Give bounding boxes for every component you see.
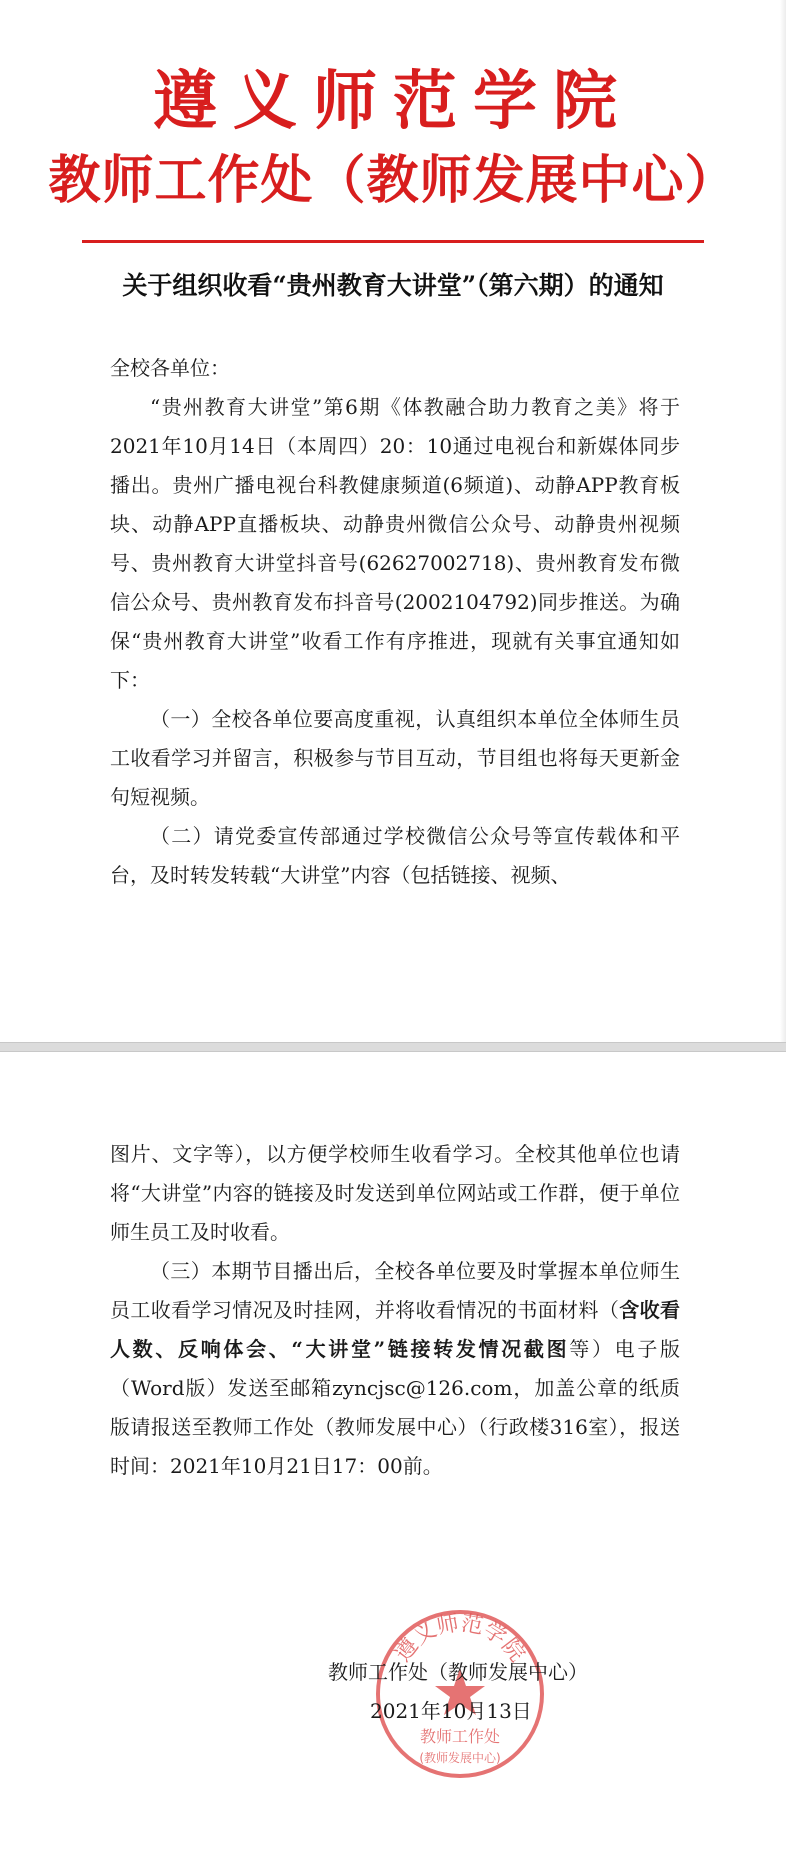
item-3-text-end: 等）电子版（Word版）发送至邮箱zyncjsc@126.com，加盖公章的纸质版请报送至教师工作处（教师发展中心）（行政楼316室），报送时间：2021年10月21日17：00前。 [110,1337,680,1478]
notice-body-page1 [110,349,680,895]
item-3 [110,1252,680,1486]
signature-department: 教师工作处（教师发展中心） [328,1660,588,1684]
notice-title: 关于组织收看“贵州教育大讲堂”（第六期）的通知 [122,271,664,300]
item-2-start: （二）请党委宣传部通过学校微信公众号等宣传载体和平台，及时转发转载“大讲堂”内容（包括链接、视频、 [110,824,680,887]
item-3-bold-text: 含收看人数、反响体会、“大讲堂”链接转发情况截图 [110,1298,681,1361]
greeting: 全校各单位： [110,356,230,380]
item-2-continued: 图片、文字等），以方便学校师生收看学习。全校其他单位也请将“大讲堂”内容的链接及时发送到单位网站或工作群，便于单位师生员工及时收看。 [110,1142,680,1244]
item-1: （一）全校各单位要高度重视，认真组织本单位全体师生员工收看学习并留言，积极参与节目互动，节目组也将每天更新金句短视频。 [110,707,680,809]
page-separator [0,1042,786,1052]
letterhead-institution: 遵义师范学院 [153,65,633,139]
seal-top-text: 遵义师范学院 [390,1610,530,1667]
letterhead-department: 教师工作处（教师发展中心） [48,151,738,211]
notice-body-page2 [110,1135,680,1486]
official-seal [372,1606,548,1782]
signature-date: 2021年10月13日 [370,1699,532,1723]
intro-paragraph: “贵州教育大讲堂”第6期《体教融合助力教育之美》将于2021年10月14日（本周四）20：10通过电视台和新媒体同步播出。贵州广播电视台科教健康频道(6频道)、动静APP教育板块、动静APP直播板块、动静贵州微信公众号、动静贵州视频号、贵州教育大讲堂抖音号(62627002718)、贵州教育发布微信公众号、贵州教育发布抖音号(2002104792)同步推送。为确保“贵州教育大讲堂”收看工作有序推进，现就有关事宜通知如下： [110,395,680,692]
item-3-text: （三）本期节目播出后，全校各单位要及时掌握本单位师生员工收看学习情况及时挂网，并将收看情况的书面材料（ [110,1259,680,1322]
letterhead-divider [82,240,704,243]
seal-bottom-text: 教师工作处 [419,1727,501,1746]
seal-inner-text: (教师发展中心) [419,1751,501,1765]
